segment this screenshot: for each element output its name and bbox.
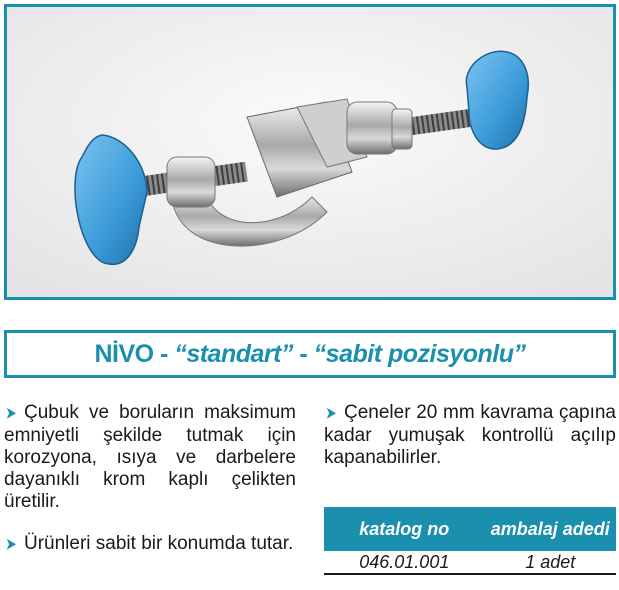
description-left bbox=[4, 402, 296, 556]
product-photo bbox=[4, 4, 616, 300]
title-brand: NİVO bbox=[94, 339, 154, 368]
cell-catalog-no: 046.01.001 bbox=[359, 551, 450, 572]
feature-text: Ürünleri sabit bir konumda tutar. bbox=[24, 533, 294, 554]
header-catalog-no: katalog no bbox=[359, 518, 450, 539]
chevron-right-icon: ➤ bbox=[6, 536, 17, 553]
header-package-qty: ambalaj adedi bbox=[490, 518, 610, 539]
cell-package-qty: 1 adet bbox=[525, 551, 576, 572]
chevron-right-icon: ➤ bbox=[326, 405, 337, 422]
table-row bbox=[324, 551, 616, 575]
clamp-illustration bbox=[7, 7, 613, 297]
product-title-box bbox=[4, 330, 616, 378]
feature-text: Çubuk ve boruların maksimum emniyetli şekilde tutmak için korozyona, ısıya ve darbelere dayanıklı krom kaplı çelikten üretilir. bbox=[4, 402, 296, 512]
table-header bbox=[324, 507, 616, 551]
title-variant: “standart” bbox=[174, 339, 293, 368]
title-separator: - bbox=[292, 339, 314, 368]
chevron-right-icon: ➤ bbox=[6, 405, 17, 422]
title-separator: - bbox=[153, 339, 175, 368]
description-right bbox=[324, 402, 616, 469]
catalog-table bbox=[324, 507, 616, 575]
feature-text: Çeneler 20 mm kavrama çapına kadar yumuşak kontrollü açılıp kapanabilirler. bbox=[324, 402, 616, 468]
title-position: “sabit pozisyonlu” bbox=[313, 339, 526, 368]
feature-paragraph bbox=[4, 533, 296, 556]
feature-paragraph bbox=[324, 402, 616, 469]
product-title bbox=[94, 340, 525, 369]
feature-paragraph bbox=[4, 402, 296, 513]
